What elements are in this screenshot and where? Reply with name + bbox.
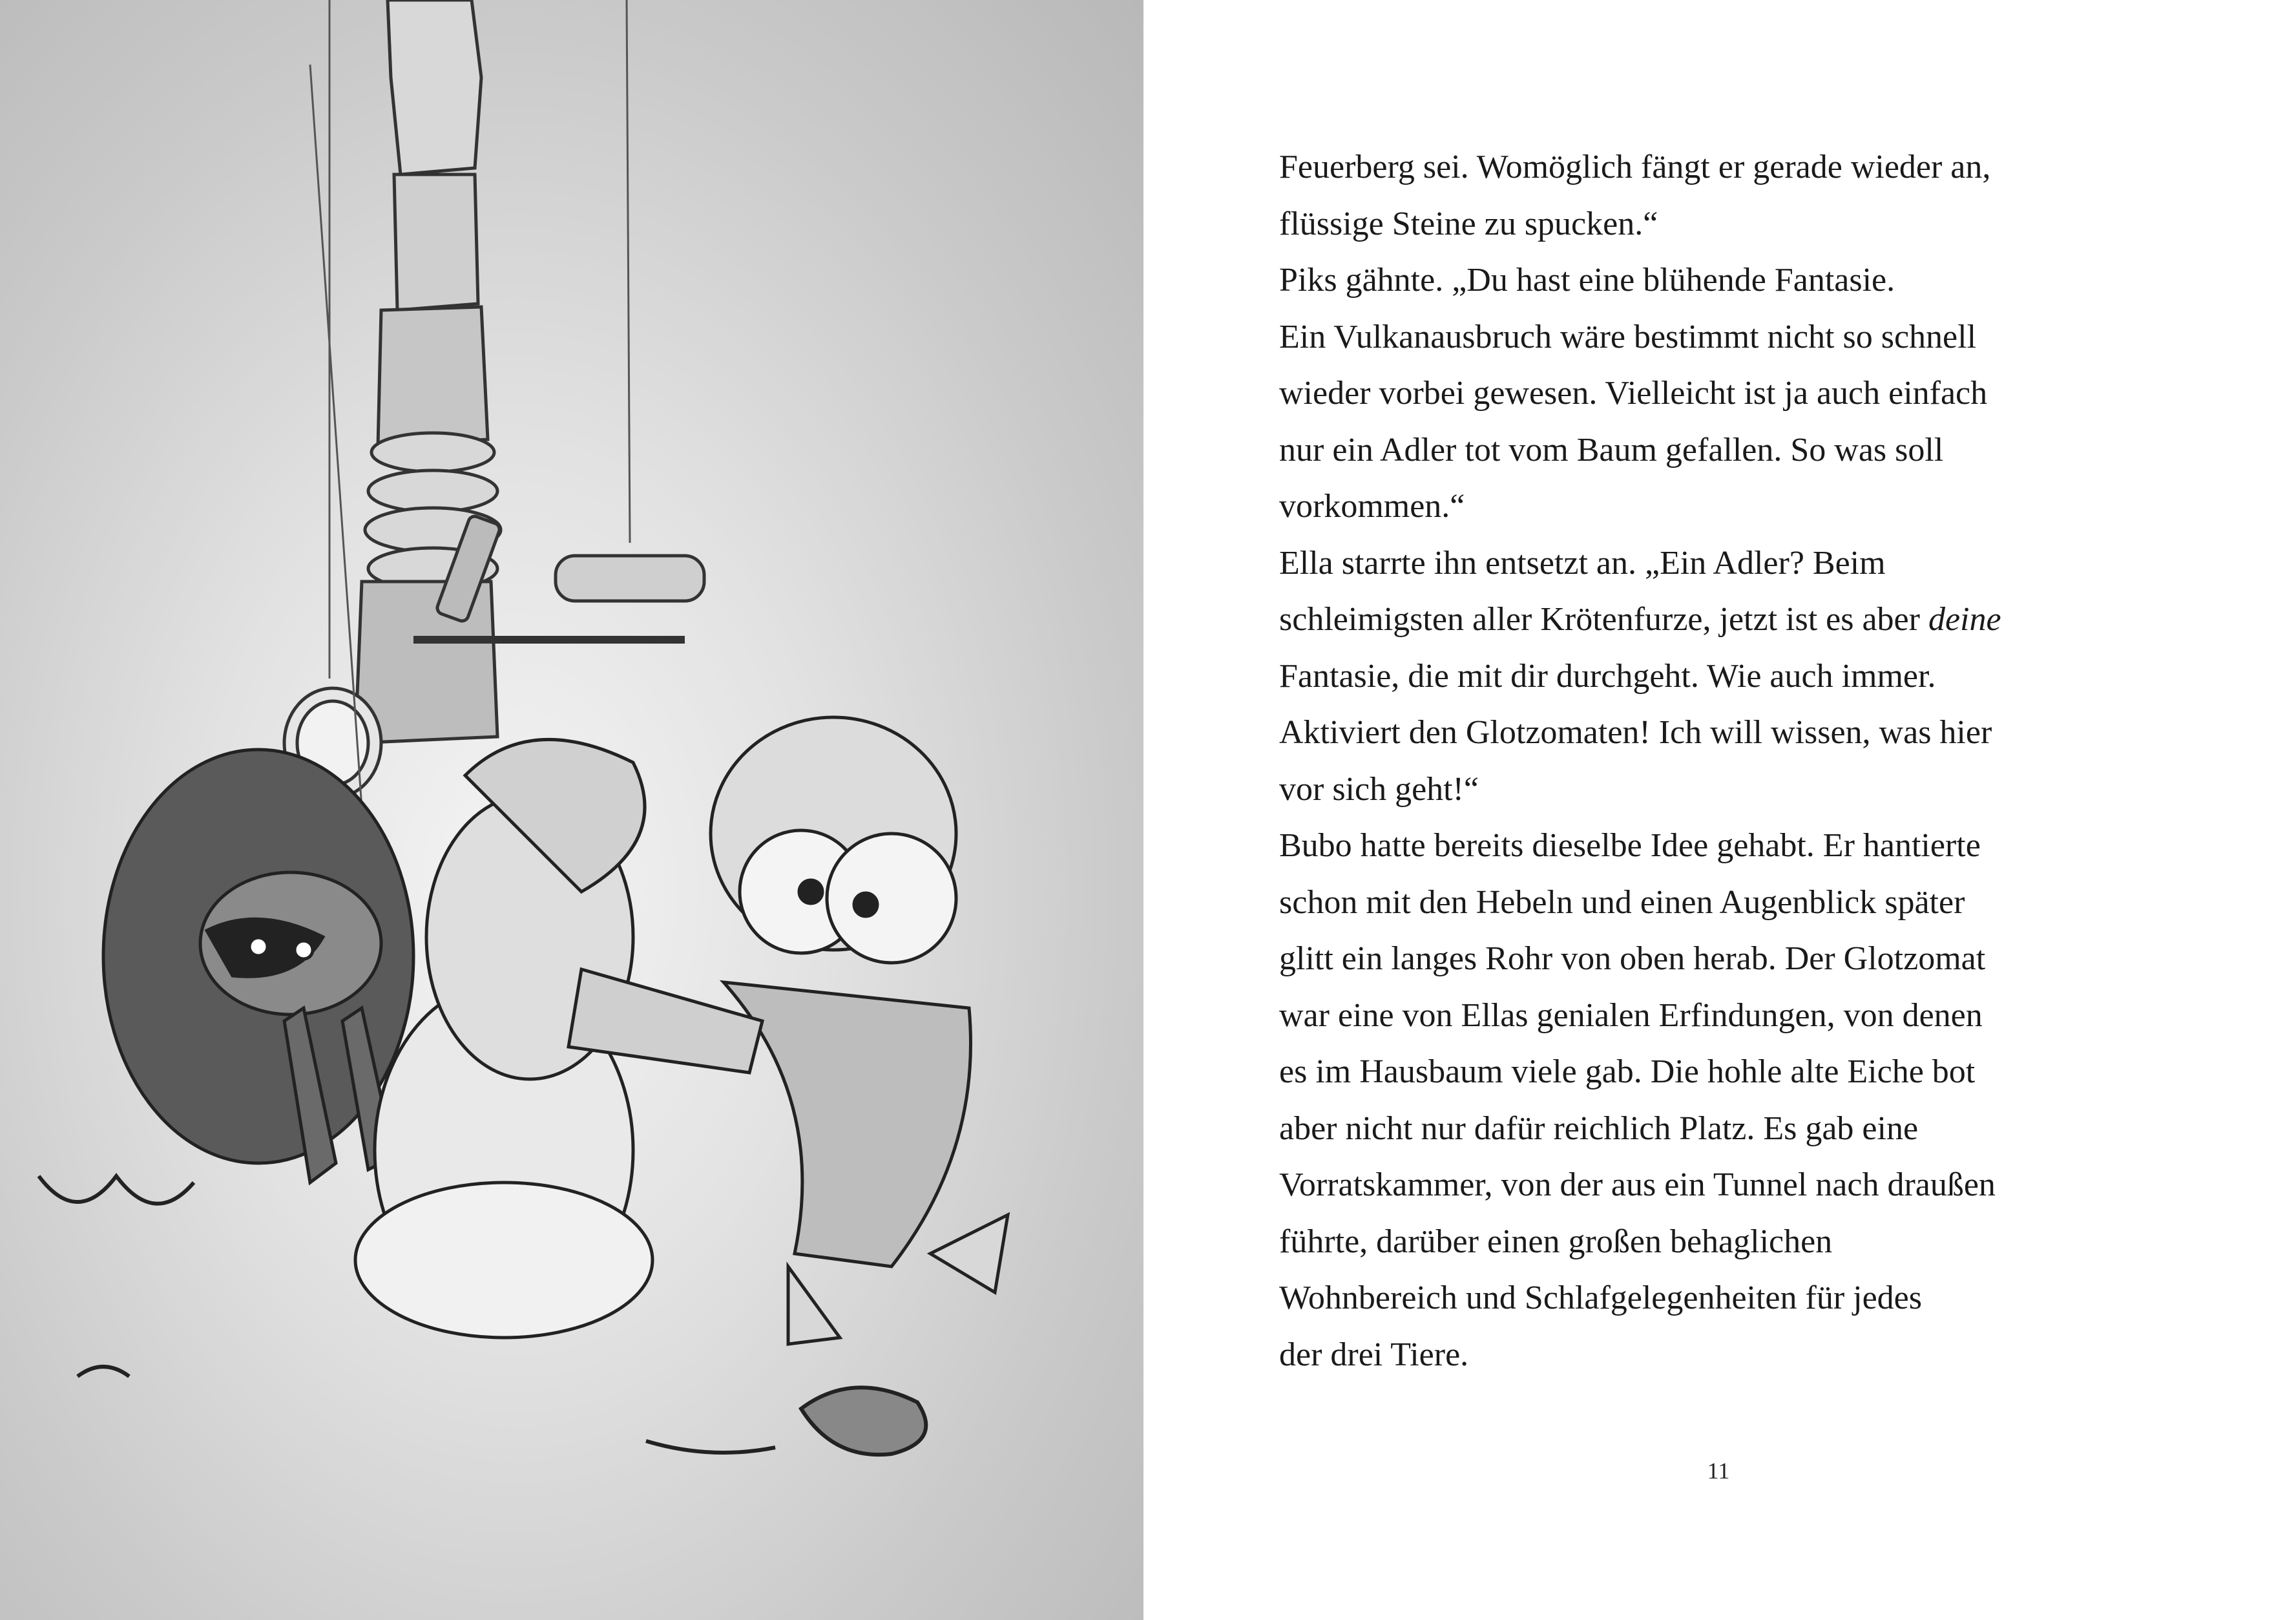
text-line: aber nicht nur dafür reichlich Platz. Es gab eine — [1279, 1110, 1919, 1147]
text-line: war eine von Ellas genialen Erfindungen, von denen — [1279, 996, 1983, 1034]
text-line: Feuerberg sei. Womöglich fängt er gerade wieder an, — [1279, 149, 1991, 185]
text-line: schon mit den Hebeln und einen Augenblick später — [1279, 883, 1965, 921]
text-line: der drei Tiere. — [1279, 1336, 1469, 1373]
text-line: vor sich geht!“ — [1279, 770, 1479, 808]
text-segment: schleimigsten aller Krötenfurze, jetzt ist es aber — [1279, 601, 1928, 638]
emphasis-word: deine — [1928, 601, 2001, 638]
text-line: Wohnbereich und Schlafgelegenheiten für jedes — [1279, 1279, 1922, 1316]
text-line — [1279, 591, 2184, 648]
periscope-tube — [284, 0, 501, 798]
text-page — [1143, 0, 2296, 1620]
text-line: Fantasie, die mit dir durchgeht. Wie auch immer. — [1279, 657, 1936, 695]
page-number: 11 — [1707, 1458, 1730, 1484]
text-line: führte, darüber einen großen behaglichen — [1279, 1223, 1833, 1260]
text-line: Piks gähnte. „Du hast eine blühende Fantasie. — [1279, 262, 1895, 299]
illustration-page — [0, 0, 1143, 1620]
text-line: Aktiviert den Glotzomaten! Ich will wissen, was hier — [1279, 714, 1992, 751]
text-line: Ella starrte ihn entsetzt an. „Ein Adler? Beim — [1279, 544, 1886, 582]
text-line: es im Hausbaum viele gab. Die hohle alte Eiche bot — [1279, 1053, 1976, 1090]
text-line: Ein Vulkanausbruch wäre bestimmt nicht so schnell — [1279, 318, 1977, 355]
body-text — [1279, 139, 2184, 1383]
text-line: nur ein Adler tot vom Baum gefallen. So was soll — [1279, 431, 1944, 468]
text-line: vorkommen.“ — [1279, 488, 1465, 525]
text-line: flüssige Steine zu spucken.“ — [1279, 205, 1658, 242]
text-line: Bubo hatte bereits dieselbe Idee gehabt. Er hantierte — [1279, 827, 1981, 864]
hedgehog — [103, 750, 413, 1183]
text-line: Vorratskammer, von der aus ein Tunnel nach draußen — [1279, 1166, 1996, 1203]
text-line: wieder vorbei gewesen. Vielleicht ist ja auch einfach — [1279, 375, 1988, 412]
illustration — [0, 0, 1143, 1620]
text-line: glitt ein langes Rohr von oben herab. Der Glotzomat — [1279, 940, 1986, 977]
